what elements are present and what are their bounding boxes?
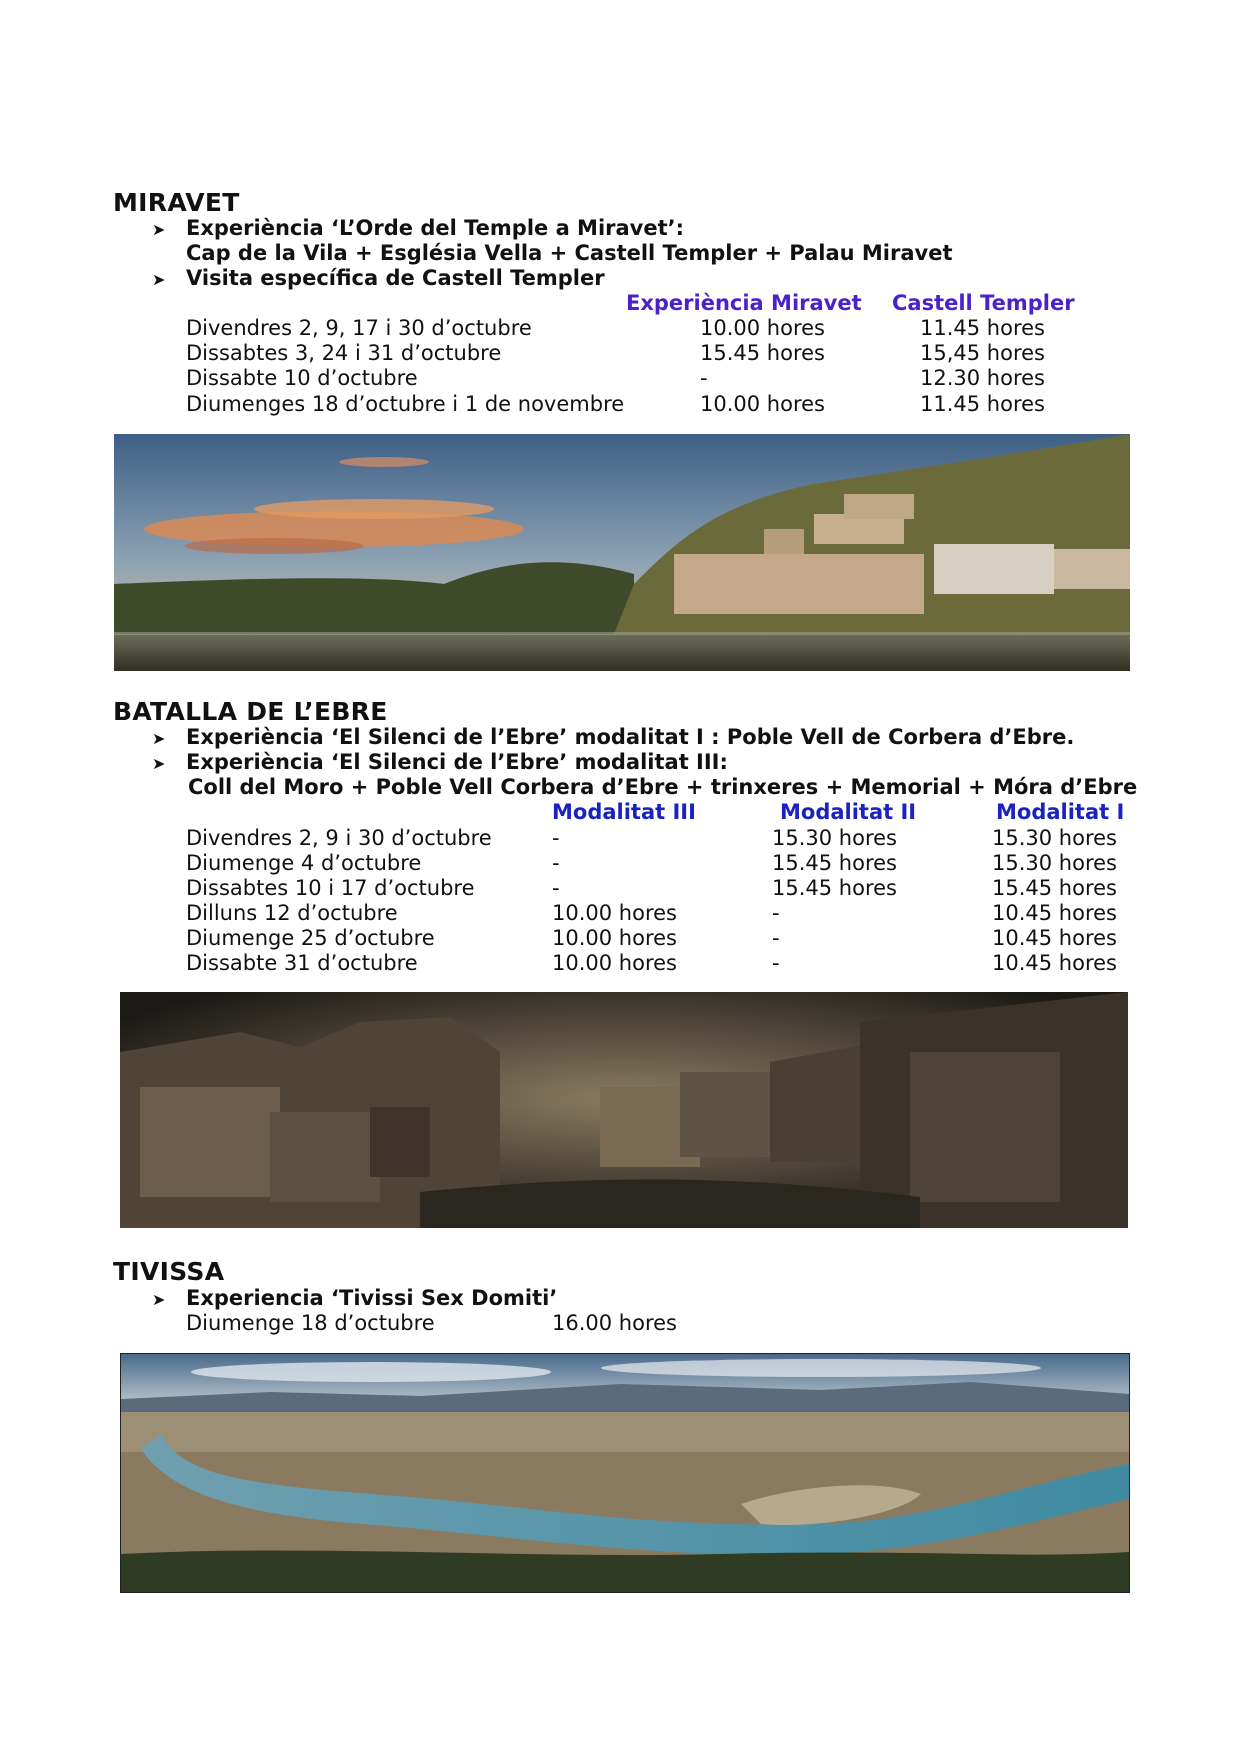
- table-cell: 11.45 hores: [920, 392, 1045, 416]
- table-cell: 15.45 hores: [700, 341, 825, 365]
- ebre-ruins-photo: [120, 992, 1128, 1228]
- table-cell: -: [552, 876, 560, 900]
- miravet-header-experiencia: Experiència Miravet: [626, 291, 862, 315]
- table-row-date: Divendres 2, 9, 17 i 30 d’octubre: [186, 316, 532, 340]
- ebre-header-modalitat-i: Modalitat I: [996, 800, 1125, 824]
- table-cell: 15.45 hores: [772, 851, 897, 875]
- table-cell: -: [700, 366, 708, 390]
- table-cell: 12.30 hores: [920, 366, 1045, 390]
- table-row-date: Diumenge 18 d’octubre: [186, 1311, 435, 1335]
- section-title-tivissa: TIVISSA: [113, 1257, 225, 1286]
- arrowhead-bullet-icon: ➤: [152, 270, 166, 289]
- table-row-date: Dissabtes 3, 24 i 31 d’octubre: [186, 341, 502, 365]
- table-cell: -: [772, 926, 780, 950]
- ebre-header-modalitat-ii: Modalitat II: [780, 800, 917, 824]
- arrowhead-bullet-icon: ➤: [152, 1290, 166, 1309]
- table-cell: 16.00 hores: [552, 1311, 677, 1335]
- ebre-bullet-2-line-1: Experiència ‘El Silenci de l’Ebre’ modalitat III:: [186, 750, 728, 774]
- table-cell: 10.00 hores: [700, 392, 825, 416]
- arrowhead-bullet-icon: ➤: [152, 754, 166, 773]
- miravet-photo: [114, 434, 1130, 671]
- arrowhead-bullet-icon: ➤: [152, 729, 166, 748]
- table-cell: 10.45 hores: [992, 951, 1117, 975]
- table-row-date: Dilluns 12 d’octubre: [186, 901, 398, 925]
- miravet-header-castell: Castell Templer: [892, 291, 1075, 315]
- section-title-miravet: MIRAVET: [113, 188, 240, 217]
- tivissa-landscape-photo: [120, 1353, 1130, 1593]
- table-cell: 10.45 hores: [992, 926, 1117, 950]
- miravet-bullet-1-line-2: Cap de la Vila + Església Vella + Castell Templer + Palau Miravet: [186, 241, 953, 265]
- table-cell: -: [772, 901, 780, 925]
- table-cell: -: [552, 826, 560, 850]
- ebre-bullet-1: Experiència ‘El Silenci de l’Ebre’ modalitat I : Poble Vell de Corbera d’Ebre.: [186, 725, 1075, 749]
- miravet-bullet-2: Visita específica de Castell Templer: [186, 266, 605, 290]
- table-cell: -: [552, 851, 560, 875]
- tivissa-bullet-1: Experiencia ‘Tivissi Sex Domiti’: [186, 1286, 558, 1310]
- table-cell: 15.45 hores: [992, 876, 1117, 900]
- table-cell: 15.30 hores: [992, 826, 1117, 850]
- table-cell: 15.30 hores: [992, 851, 1117, 875]
- miravet-bullet-1-line-1: Experiència ‘L’Orde del Temple a Miravet’:: [186, 216, 685, 240]
- table-cell: 10.45 hores: [992, 901, 1117, 925]
- section-title-batalla-ebre: BATALLA DE L’EBRE: [113, 697, 388, 726]
- table-row-date: Dissabte 10 d’octubre: [186, 366, 418, 390]
- table-row-date: Divendres 2, 9 i 30 d’octubre: [186, 826, 492, 850]
- table-row-date: Diumenges 18 d’octubre i 1 de novembre: [186, 392, 625, 416]
- table-row-date: Dissabte 31 d’octubre: [186, 951, 418, 975]
- table-row-date: Diumenge 4 d’octubre: [186, 851, 422, 875]
- arrowhead-bullet-icon: ➤: [152, 220, 166, 239]
- table-cell: 11.45 hores: [920, 316, 1045, 340]
- table-cell: 15,45 hores: [920, 341, 1045, 365]
- table-cell: 10.00 hores: [552, 901, 677, 925]
- table-cell: 10.00 hores: [700, 316, 825, 340]
- table-cell: 10.00 hores: [552, 951, 677, 975]
- table-cell: -: [772, 951, 780, 975]
- ebre-header-modalitat-iii: Modalitat III: [552, 800, 696, 824]
- table-cell: 10.00 hores: [552, 926, 677, 950]
- table-cell: 15.30 hores: [772, 826, 897, 850]
- ebre-bullet-2-line-2: Coll del Moro + Poble Vell Corbera d’Ebre + trinxeres + Memorial + Móra d’Ebre: [188, 775, 1138, 799]
- table-row-date: Diumenge 25 d’octubre: [186, 926, 435, 950]
- table-cell: 15.45 hores: [772, 876, 897, 900]
- table-row-date: Dissabtes 10 i 17 d’octubre: [186, 876, 475, 900]
